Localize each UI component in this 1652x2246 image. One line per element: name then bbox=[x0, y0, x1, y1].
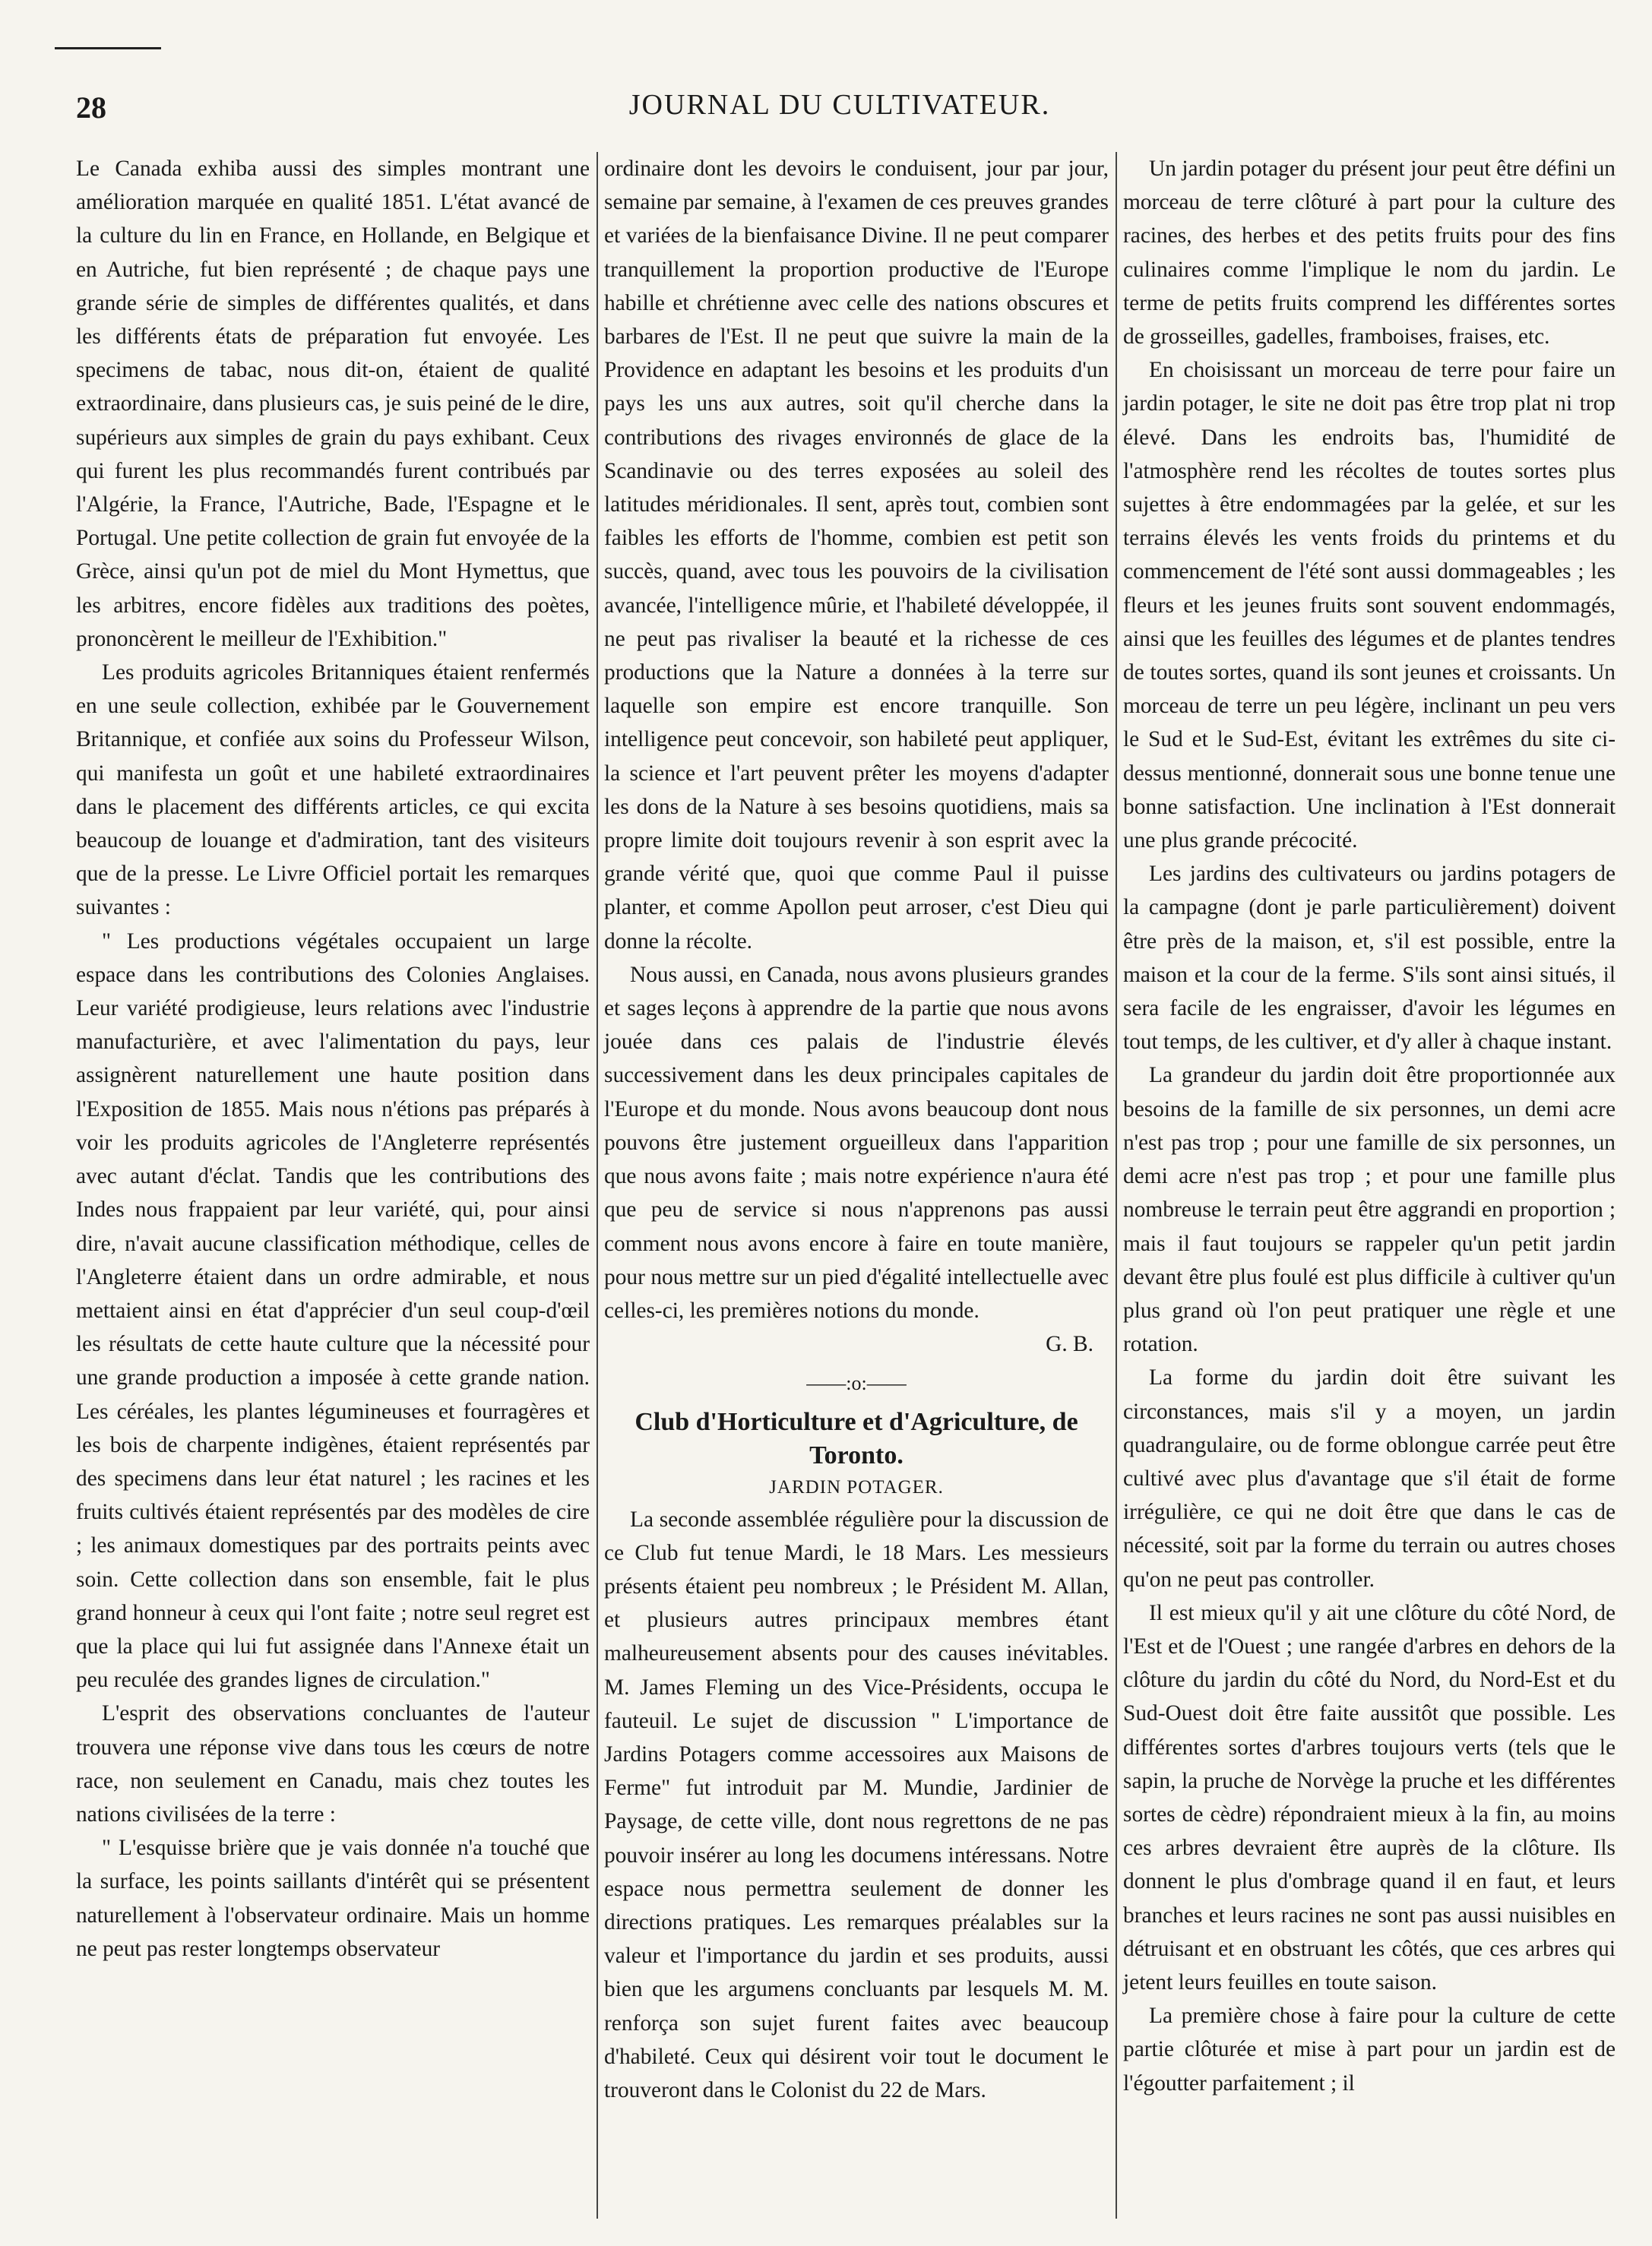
column-divider bbox=[597, 152, 598, 2219]
section-heading: Club d'Horticulture et d'Agriculture, de Toronto. bbox=[635, 1407, 1078, 1469]
paragraph: Le Canada exhiba aussi des simples montrant une amélioration marquée en qualité 1851. L'état avancé de la culture du lin en France, en Hollande, en Belgique et en Autriche, fut bien représenté ; de chaque pays une grande série de simples de différentes qualités, et dans les différents états de préparation fut envoyée. Les specimens de tabac, nous dit-on, étaient de qualité extraordinaire, dans plusieurs cas, je suis peiné de le dire, supérieurs aux simples de grain du pays exhibant. Ceux qui furent les plus recommandés furent contribués par l'Algérie, la France, l'Autriche, Bade, l'Espagne et le Portugal. Une petite collection de grain fut envoyée de la Grèce, ainsi qu'un pot de miel du Mont Hymettus, que les arbitres, encore fidèles aux traditions des poètes, prononcèrent le meilleur de l'Exhibition." bbox=[76, 157, 590, 651]
page-number: 28 bbox=[76, 90, 106, 125]
paragraph: La forme du jardin doit être suivant les circonstances, mais s'il y a moyen, un jardin quadrangulaire, ou de forme oblongue carrée peut être cultivé avec plus d'avantage que s'il était de forme irrégulière, ce qui ne doit être que dans le cas de nécessité, soit par la forme du terrain ou autres choses qu'on ne peut pas controller. bbox=[1123, 1365, 1616, 1592]
column-3 bbox=[1123, 152, 1616, 2100]
running-head bbox=[76, 85, 1603, 123]
paragraph: La seconde assemblée régulière pour la discussion de ce Club fut tenue Mardi, le 18 Mars. Les messieurs présents étaient peu nombreux ; le Président M. Allan, et plusieurs autres principaux membres étant malheureusement absents pour des causes inévitables. M. James Fleming un des Vice-Présidents, occupa le fauteuil. Le sujet de discussion " L'importance de Jardins Potagers comme accessoires aux Maisons de Ferme" fut introduit par M. Mundie, Jardinier de Paysage, de cette ville, dont nous regrettons de ne pas pouvoir insérer au long les documens intéressans. Notre espace nous permettra seulement de donner les directions pratiques. Les remarques préalables sur la valeur et l'importance du jardin et ses produits, aussi bien que les argumens concluants par lesquels M. M. renforça son sujet furent faites avec beaucoup d'habileté. Ceux qui désirent voir tout le document le trouveront dans le Colonist du 22 de Mars. bbox=[604, 1507, 1109, 2102]
section-subheading: JARDIN POTAGER. bbox=[769, 1476, 944, 1498]
top-rule bbox=[55, 47, 161, 49]
section-separator: ——:o:—— bbox=[806, 1372, 907, 1395]
column-2 bbox=[604, 152, 1109, 2107]
paragraph: Les produits agricoles Britanniques étaient renfermés en une seule collection, exhibée par le Gouvernement Britannique, et confiée aux soins du Professeur Wilson, qui manifesta un goût et une habileté extraordinaires dans le placement des différents articles, ce qui excita beaucoup de louange et d'admiration, tant des visiteurs que de la presse. Le Livre Officiel portait les remarques suivantes : bbox=[76, 660, 590, 920]
column-1 bbox=[76, 152, 590, 1966]
paragraph: ordinaire dont les devoirs le conduisent, jour par jour, semaine par semaine, à l'examen de ces preuves grandes et variées de la bienfaisance Divine. Il ne peut comparer tranquillement la proportion productive de l'Europe habille et chrétienne avec celle des nations obscures et barbares de l'Est. Il ne peut que suivre la main de la Providence en adaptant les besoins et les produits d'un pays les uns aux autres, soit qu'il cherche dans la contributions des rivages environnés de glace de la Scandinavie ou des terres exposées au soleil des latitudes méridionales. Il sent, après tout, combien sont faibles les efforts de l'homme, combien est petit son succès, quand, avec tous les pouvoirs de la civilisation avancée, l'intelligence mûrie, et l'habileté développée, il ne peut pas rivaliser la beauté et la richesse de ces productions que la Nature a données à la terre sur laquelle son empire est encore tranquille. Son intelligence peut concevoir, son habileté peut appliquer, la science et l'art peuvent prêter les moyens d'adapter les dons de la Nature à ses besoins quotidiens, mais sa propre limite doit toujours revenir à son esprit avec la grande vérité que, quoi que comme Paul il puisse planter, et comme Apollon peut arroser, c'est Dieu qui donne la récolte. bbox=[604, 157, 1109, 954]
paragraph: Il est mieux qu'il y ait une clôture du côté Nord, de l'Est et de l'Ouest ; une rangée d'arbres en dehors de la clôture du jardin du côté du Nord, du Nord-Est et du Sud-Ouest doit être faite aussitôt que possible. Les différentes sortes d'arbres toujours verts (tels que le sapin, la pruche de Norvège la pruche et les différentes sortes de cèdre) répondraient mieux à la fin, au moins ces arbres devraient être auprès de la clôture. Ils donnent le plus d'ombrage quand il en faut, et leurs branches et leurs racines ne sont pas aussi nuisibles en détruisant et en obstruant les côtés, que ces arbres qui jetent leurs feuilles en toute saison. bbox=[1123, 1600, 1616, 1995]
column-divider bbox=[1116, 152, 1117, 2219]
paragraph: Nous aussi, en Canada, nous avons plusieurs grandes et sages leçons à apprendre de la partie que nous avons jouée dans ces palais de l'industrie élevés successivement dans les deux principales capitales de l'Europe et du monde. Nous avons beaucoup dont nous pouvons être justement orgueilleux dans l'apparition que nous avons faite ; mais notre expérience n'aura été que peu de service si nous n'apprenons pas aussi comment nous avons encore à faire en toute manière, pour nous mettre sur un pied d'égalité intellectuelle avec celles-ci, les premières notions du monde. bbox=[604, 962, 1109, 1323]
paragraph: Les jardins des cultivateurs ou jardins potagers de la campagne (dont je parle particulièrement) doivent être près de la maison, et, s'il est possible, entre la maison et la cour de la ferme. S'ils sont ainsi situés, il sera facile de les engraisser, d'avoir les légumes en tout temps, de les cultiver, et d'y aller à chaque instant. bbox=[1123, 862, 1616, 1055]
paragraph: " Les productions végétales occupaient un large espace dans les contributions des Colonies Anglaises. Leur variété prodigieuse, leurs relations avec l'industrie manufacturière, et avec l'alimentation du pays, leur assignèrent naturellement une haute position dans l'Exposition de 1855. Mais nous n'étions pas préparés à voir les produits agricoles de l'Angleterre représentés avec autant d'éclat. Tandis que les contributions des Indes nous frappaient par leur variété, qui, pour ainsi dire, n'avait aucune classification méthodique, celles de l'Angleterre étaient dans un ordre admirable, et nous mettaient ainsi en état d'apprécier d'un seul coup-d'œil les résultats de cette haute culture que la nécessité pour une grande production a imposée à cette grande nation. Les céréales, les plantes légumineuses et fourragères et les bois de charpente indigènes, étaient représentés par des specimens dans leur état naturel ; les racines et les fruits cultivés étaient représentés par des modèles de cire ; les animaux domestiques par des portraits peints avec soin. Cette collection dans son ensemble, fait le plus grand honneur à ceux qui l'ont faite ; notre seul regret est que la place qui lui fut assignée dans l'Annexe était un peu reculée des grandes lignes de circulation." bbox=[76, 928, 590, 1693]
paragraph: La première chose à faire pour la culture de cette partie clôturée et mise à part pour un jardin est de l'égoutter parfaitement ; il bbox=[1123, 2004, 1616, 2096]
paragraph: " L'esquisse brière que je vais donnée n'a touché que la surface, les points saillants d'intérêt qui se présentent naturellement à l'observateur ordinaire. Mais un homme ne peut pas rester longtemps observateur bbox=[76, 1836, 590, 1961]
paragraph: En choisissant un morceau de terre pour faire un jardin potager, le site ne doit pas être trop plat ni trop élevé. Dans les endroits bas, l'humidité de l'atmosphère rend les récoltes de toutes sortes plus sujettes à être endommagées par la gelée, et sur les terrains élevés les vents froids du printems et du commencement de l'été sont aussi dommageables ; les fleurs et les jeunes fruits sont souvent endommagés, ainsi que les feuilles des légumes et de plantes tendres de toutes sortes, quand ils sont jeunes et croissants. Un morceau de terre un peu légère, inclinant un peu vers le Sud et le Sud-Est, évitant les extrêmes du site ci-dessus mentionné, donnerait sous une bonne tenue une bonne satisfaction. Une inclination à l'Est donnerait une plus grande précocité. bbox=[1123, 358, 1616, 853]
paragraph: Un jardin potager du présent jour peut être défini un morceau de terre clôturé à part pour la culture des racines, des herbes et des petits fruits pour des fins culinaires comme l'implique le nom du jardin. Le terme de petits fruits comprend les différentes sortes de grosseilles, gadelles, framboises, fraises, etc. bbox=[1123, 157, 1616, 350]
author-signature: G. B. bbox=[1046, 1332, 1093, 1357]
paragraph: L'esprit des observations concluantes de l'auteur trouvera une réponse vive dans tous les cœurs de notre race, non seulement en Canadu, mais chez toutes les nations civilisées de la terre : bbox=[76, 1701, 590, 1827]
journal-title: JOURNAL DU CULTIVATEUR. bbox=[628, 89, 1051, 121]
paragraph: La grandeur du jardin doit être proportionnée aux besoins de la famille de six personnes, un demi acre n'est pas trop ; pour une famille de six personnes, un demi acre n'est pas trop ; et pour une famille plus nombreuse le terrain peut être aggrandi en proportion ; mais il faut toujours se rappeler qu'un petit jardin devant être plus foulé est plus difficile à cultiver qu'un plus grand où l'on peut pratiquer une règle et une rotation. bbox=[1123, 1063, 1616, 1357]
